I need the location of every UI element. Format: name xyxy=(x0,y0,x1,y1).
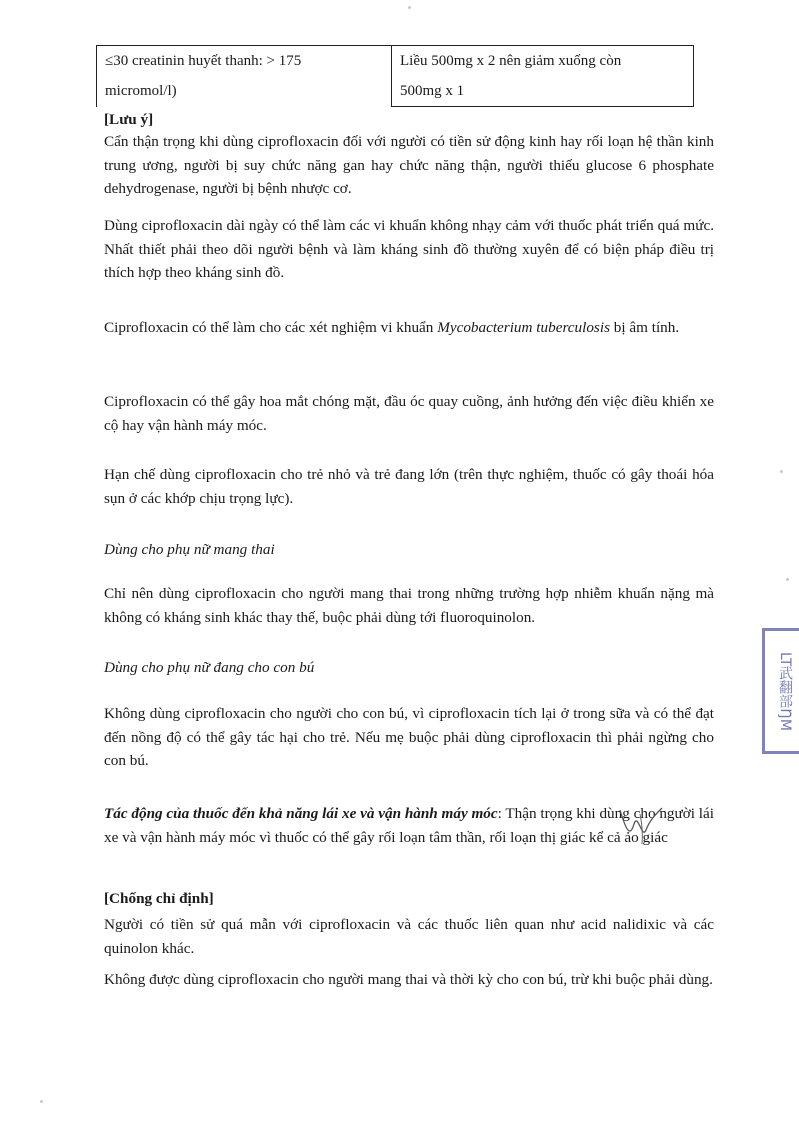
paragraph-text: : Thận trọng khi dùng cho người lái xe và vận hành máy móc vì thuốc có thể gây rối loạn tâm thần, rối loạn thị giác kể cả ảo giác xyxy=(104,805,714,846)
paragraph-pregnancy: Chỉ nên dùng ciprofloxacin cho người mang thai trong những trường hợp nhiễm khuẩn nặng mà không có kháng sinh khác thay thế, buộc phải dùng tới fluoroquinolon. xyxy=(104,585,714,626)
table-cell-line: 500mg x 1 xyxy=(400,83,465,99)
subheading-pregnancy: Dùng cho phụ nữ mang thai xyxy=(104,541,275,558)
driving-label: Tác động của thuốc đến khả năng lái xe và vận hành máy móc xyxy=(104,805,498,822)
table-row xyxy=(97,46,694,107)
subheading-breastfeeding: Dùng cho phụ nữ đang cho con bú xyxy=(104,659,315,676)
stamp-fragment: LT武翻部ŊM xyxy=(762,628,799,754)
table-cell-line: ≤30 creatinin huyết thanh: > 175 xyxy=(105,53,302,69)
paragraph-tuberculosis-test xyxy=(104,316,714,340)
section-heading-luu-y: [Lưu ý] xyxy=(104,111,154,128)
scan-speck xyxy=(780,470,783,473)
paragraph-long-term-use: Dùng ciprofloxacin dài ngày có thể làm các vi khuẩn không nhạy cảm với thuốc phát triển quá mức. Nhất thiết phải theo dõi người bệnh và làm kháng sinh đồ thường xuyên để có biện pháp điều trị thích hợp theo kháng sinh đồ. xyxy=(104,217,714,281)
table-cell-line: micromol/l) xyxy=(105,83,177,99)
paragraph-caution: Cẩn thận trọng khi dùng ciprofloxacin đối với người có tiền sử động kinh hay rối loạn hệ thần kinh trung ương, người bị suy chức năng gan hay chức năng thận, người thiếu glucose 6 phosphate dehydrogenase, người bị bệnh nhược cơ. xyxy=(104,133,714,197)
scan-speck xyxy=(40,1100,43,1103)
paragraph-text: Ciprofloxacin có thể làm cho các xét nghiệm vi khuẩn xyxy=(104,319,438,336)
paragraph-breastfeeding: Không dùng ciprofloxacin cho người cho con bú, vì ciprofloxacin tích lại ở trong sữa và có thể đạt đến nồng độ có thể gây tác hại cho trẻ. Nếu mẹ buộc phải dùng ciprofloxacin thì phải ngừng cho con bú. xyxy=(104,705,714,769)
paragraph-children: Hạn chế dùng ciprofloxacin cho trẻ nhỏ và trẻ đang lớn (trên thực nghiệm, thuốc có gây thoái hóa sụn ở các khớp chịu trọng lực). xyxy=(104,466,714,507)
paragraph-dizziness: Ciprofloxacin có thể gây hoa mắt chóng mặt, đầu óc quay cuồng, ảnh hưởng đến việc điều khiển xe cộ hay vận hành máy móc. xyxy=(104,393,714,434)
scan-speck xyxy=(786,578,789,581)
paragraph-contraindication-hypersensitivity: Người có tiền sử quá mẫn với ciprofloxacin và các thuốc liên quan như acid nalidixic và các quinolon khác. xyxy=(104,916,714,957)
paragraph-contraindication-pregnancy: Không được dùng ciprofloxacin cho người mang thai và thời kỳ cho con bú, trừ khi buộc phải dùng. xyxy=(104,971,713,988)
table-cell-line: Liều 500mg x 2 nên giảm xuống còn xyxy=(400,53,622,69)
section-heading-contraindications: [Chống chỉ định] xyxy=(104,890,214,907)
signature-scribble-icon xyxy=(612,800,672,850)
dosage-table-fragment xyxy=(96,45,694,107)
scan-speck xyxy=(408,6,411,9)
table-cell-left xyxy=(97,46,392,107)
species-name: Mycobacterium tuberculosis xyxy=(437,319,610,336)
table-cell-right xyxy=(392,46,694,107)
paragraph-text: bị âm tính. xyxy=(609,319,680,336)
